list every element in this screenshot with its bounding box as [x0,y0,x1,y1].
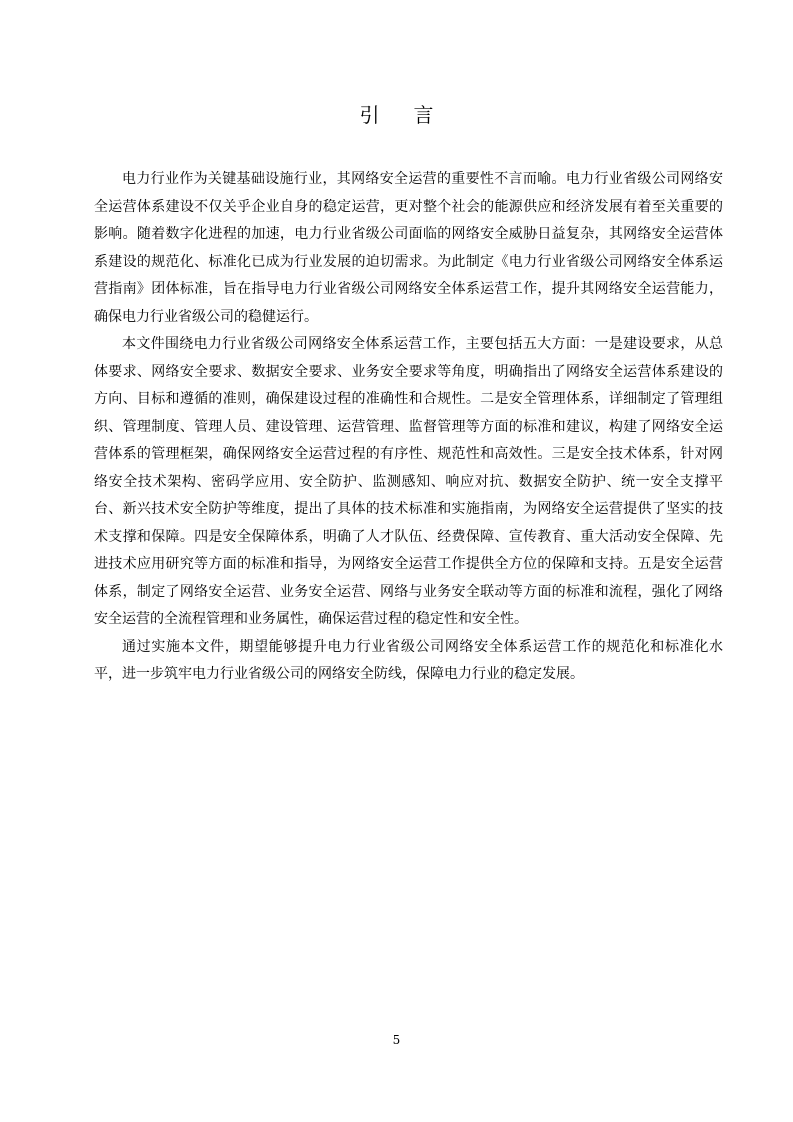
paragraph-scope: 本文件围绕电力行业省级公司网络安全体系运营工作，主要包括五大方面：一是建设要求，从总体要求、网络安全要求、数据安全要求、业务安全要求等角度，明确指出了网络安全运营体系建设的方向、目标和遵循的准则，确保建设过程的准确性和合规性。二是安全管理体系，详细制定了管理组织、管理制度、管理人员、建设管理、运营管理、监督管理等方面的标准和建议，构建了网络安全运营体系的管理框架，确保网络安全运营过程的有序性、规范性和高效性。三是安全技术体系，针对网络安全技术架构、密码学应用、安全防护、监测感知、响应对抗、数据安全防护、统一安全支撑平台、新兴技术安全防护等维度，提出了具体的技术标准和实施指南，为网络安全运营提供了坚实的技术支撑和保障。四是安全保障体系，明确了人才队伍、经费保障、宣传教育、重大活动安全保障、先进技术应用研究等方面的标准和指导，为网络安全运营工作提供全方位的保障和支持。五是安全运营体系，制定了网络安全运营、业务安全运营、网络与业务安全联动等方面的标准和流程，强化了网络安全运营的全流程管理和业务属性，确保运营过程的稳定性和安全性。 [94,336,723,627]
page-number: 5 [392,1033,401,1047]
paragraph-expectation: 通过实施本文件，期望能够提升电力行业省级公司网络安全体系运营工作的规范化和标准化水平，进一步筑牢电力行业省级公司的网络安全防线，保障电力行业的稳定发展。 [94,638,723,682]
paragraph-background: 电力行业作为关键基础设施行业，其网络安全运营的重要性不言而喻。电力行业省级公司网络安全运营体系建设不仅关乎企业自身的稳定运营，更对整个社会的能源供应和经济发展有着至关重要的影响。随着数字化进程的加速，电力行业省级公司面临的网络安全威胁日益复杂，其网络安全运营体系建设的规范化、标准化已成为行业发展的迫切需求。为此制定《电力行业省级公司网络安全体系运营指南》团体标准，旨在指导电力行业省级公司网络安全体系运营工作，提升其网络安全运营能力，确保电力行业省级公司的稳健运行。 [94,171,723,325]
introduction-body [94,166,723,689]
page-title: 引言 [359,103,468,127]
